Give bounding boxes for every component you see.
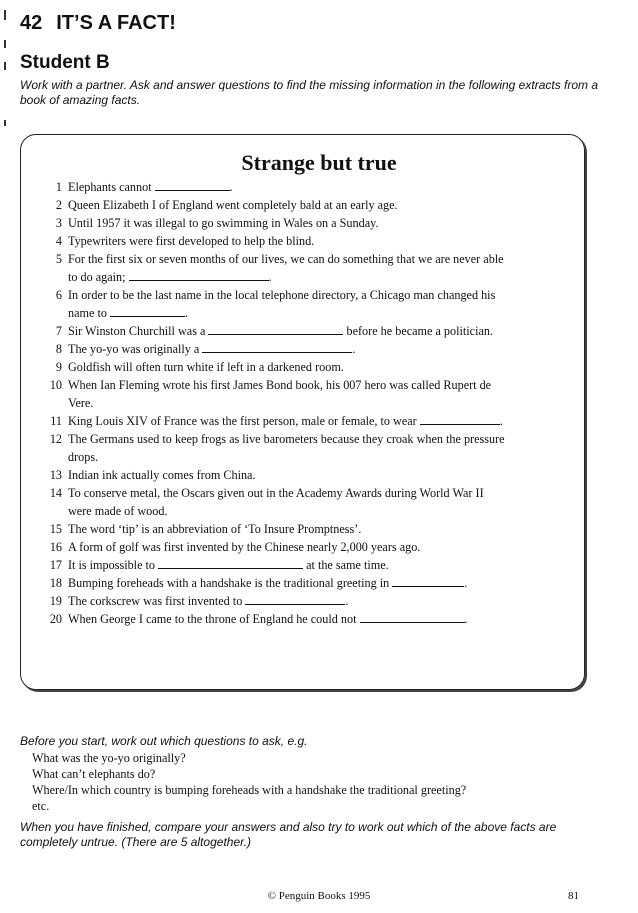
fact-text: When George I came to the throne of England he could not — [68, 612, 360, 626]
answer-blank — [155, 179, 230, 191]
unit-title: IT’S A FACT! — [56, 12, 176, 34]
fact-number: 9 — [55, 360, 62, 374]
fact-number: 1 — [55, 180, 62, 194]
answer-blank — [202, 341, 352, 353]
fact-number: 13 — [49, 468, 62, 482]
fact-text: The corkscrew was first invented to — [68, 594, 246, 608]
question-item: What can’t elephants do? — [32, 767, 156, 781]
example-questions — [32, 750, 466, 814]
fact-item — [38, 430, 558, 466]
answer-blank — [360, 611, 465, 623]
fact-number: 14 — [49, 486, 62, 500]
fact-text: The Germans used to keep frogs as live barometers because they croak when the pressure — [68, 432, 505, 446]
fact-text-after: . — [499, 414, 503, 428]
question-item: etc. — [32, 799, 50, 813]
fact-item — [38, 520, 558, 538]
fact-text: A form of golf was first invented by the Chinese nearly 2,000 years ago. — [68, 540, 421, 554]
page-header — [20, 12, 176, 35]
fact-text: Typewriters were first developed to help the blind. — [68, 234, 315, 248]
fact-item — [38, 376, 558, 412]
fact-number: 11 — [50, 414, 62, 428]
fact-number: 19 — [49, 594, 62, 608]
fact-text-after: . — [184, 306, 189, 320]
answer-blank — [420, 413, 500, 425]
fact-item — [38, 196, 558, 214]
fact-number: 8 — [55, 342, 62, 356]
fact-text: It is impossible to — [68, 558, 159, 572]
fact-text: to do again; — [68, 270, 129, 284]
fact-item — [38, 358, 558, 376]
after-text: When you have finished, compare your answers and also try to work out which of the above facts are completely untrue. (There are 5 altogether.) — [20, 820, 557, 849]
fact-number: 15 — [49, 522, 62, 536]
box-title: Strange but true — [241, 150, 397, 175]
fact-item — [38, 250, 558, 286]
fact-item — [38, 214, 558, 232]
fact-text-after: . — [229, 180, 233, 194]
margin-mark — [4, 62, 6, 70]
fact-text: Indian ink actually comes from China. — [68, 468, 256, 482]
fact-text-after: at the same time. — [303, 558, 389, 572]
fact-number: 7 — [55, 324, 62, 338]
fact-number: 10 — [49, 378, 62, 392]
margin-mark — [4, 10, 6, 20]
fact-text: To conserve metal, the Oscars given out in the Academy Awards during World War II — [68, 486, 484, 500]
fact-item — [38, 340, 558, 358]
fact-text: were made of wood. — [68, 504, 168, 518]
fact-number: 3 — [55, 216, 62, 230]
fact-item — [38, 322, 558, 340]
answer-blank — [208, 323, 343, 335]
before-start-text: Before you start, work out which questions to ask, e.g. — [20, 734, 308, 748]
answer-blank — [129, 269, 269, 281]
fact-text: Bumping foreheads with a handshake is the traditional greeting in — [68, 576, 393, 590]
fact-item — [38, 574, 558, 592]
fact-number: 17 — [49, 558, 62, 572]
fact-text: The yo-yo was originally a — [68, 342, 203, 356]
fact-number: 6 — [55, 288, 62, 302]
fact-text: drops. — [68, 450, 99, 464]
fact-item — [38, 286, 558, 322]
fact-number: 16 — [49, 540, 62, 554]
fact-text: When Ian Fleming wrote his first James Bond book, his 007 hero was called Rupert de — [68, 378, 492, 392]
fact-text: Sir Winston Churchill was a — [68, 324, 209, 338]
question-item: Where/In which country is bumping foreheads with a handshake the traditional greeting? — [32, 783, 467, 797]
answer-blank — [158, 557, 303, 569]
answer-blank — [110, 305, 185, 317]
fact-item — [38, 178, 558, 196]
fact-text: Elephants cannot — [68, 180, 155, 194]
fact-text: In order to be the last name in the local telephone directory, a Chicago man changed his — [68, 288, 496, 302]
fact-text-after: . — [345, 594, 349, 608]
fact-item — [38, 538, 558, 556]
fact-item — [38, 610, 558, 628]
fact-item — [38, 466, 558, 484]
fact-text-after: . — [352, 342, 356, 356]
fact-text-after: . — [464, 612, 468, 626]
fact-number: 20 — [49, 612, 62, 626]
copyright: © Penguin Books 1995 — [267, 890, 371, 902]
fact-item — [38, 592, 558, 610]
fact-text: Until 1957 it was illegal to go swimming in Wales on a Sunday. — [68, 216, 379, 230]
fact-text: For the first six or seven months of our lives, we can do something that we are never able — [68, 252, 504, 266]
fact-item — [38, 412, 558, 430]
facts-list — [38, 178, 558, 628]
fact-text-after: before he became a politician. — [343, 324, 494, 338]
answer-blank — [245, 593, 345, 605]
fact-text: Queen Elizabeth I of England went completely bald at an early age. — [68, 198, 398, 212]
fact-text: Vere. — [68, 396, 94, 410]
fact-number: 4 — [55, 234, 62, 248]
fact-text: name to — [68, 306, 110, 320]
fact-number: 2 — [55, 198, 62, 212]
page-number: 81 — [568, 890, 579, 902]
fact-text: Goldfish will often turn white if left in a darkened room. — [68, 360, 344, 374]
instructions: Work with a partner. Ask and answer questions to find the missing information in the following extracts from a book of amazing facts. — [20, 78, 599, 107]
margin-mark — [4, 120, 6, 126]
fact-item — [38, 232, 558, 250]
student-heading: Student B — [20, 52, 110, 73]
fact-item — [38, 556, 558, 574]
fact-text: The word ‘tip’ is an abbreviation of ‘To Insure Promptness’. — [68, 522, 362, 536]
question-item: What was the yo-yo originally? — [32, 751, 186, 765]
fact-number: 18 — [49, 576, 62, 590]
fact-number: 5 — [55, 252, 62, 266]
fact-item — [38, 484, 558, 520]
fact-text-after: . — [464, 576, 468, 590]
fact-number: 12 — [49, 432, 62, 446]
unit-number: 42 — [20, 12, 43, 34]
fact-text-after: . — [268, 270, 272, 284]
fact-text: King Louis XIV of France was the first person, male or female, to wear — [68, 414, 420, 428]
answer-blank — [392, 575, 464, 587]
margin-mark — [4, 40, 6, 48]
